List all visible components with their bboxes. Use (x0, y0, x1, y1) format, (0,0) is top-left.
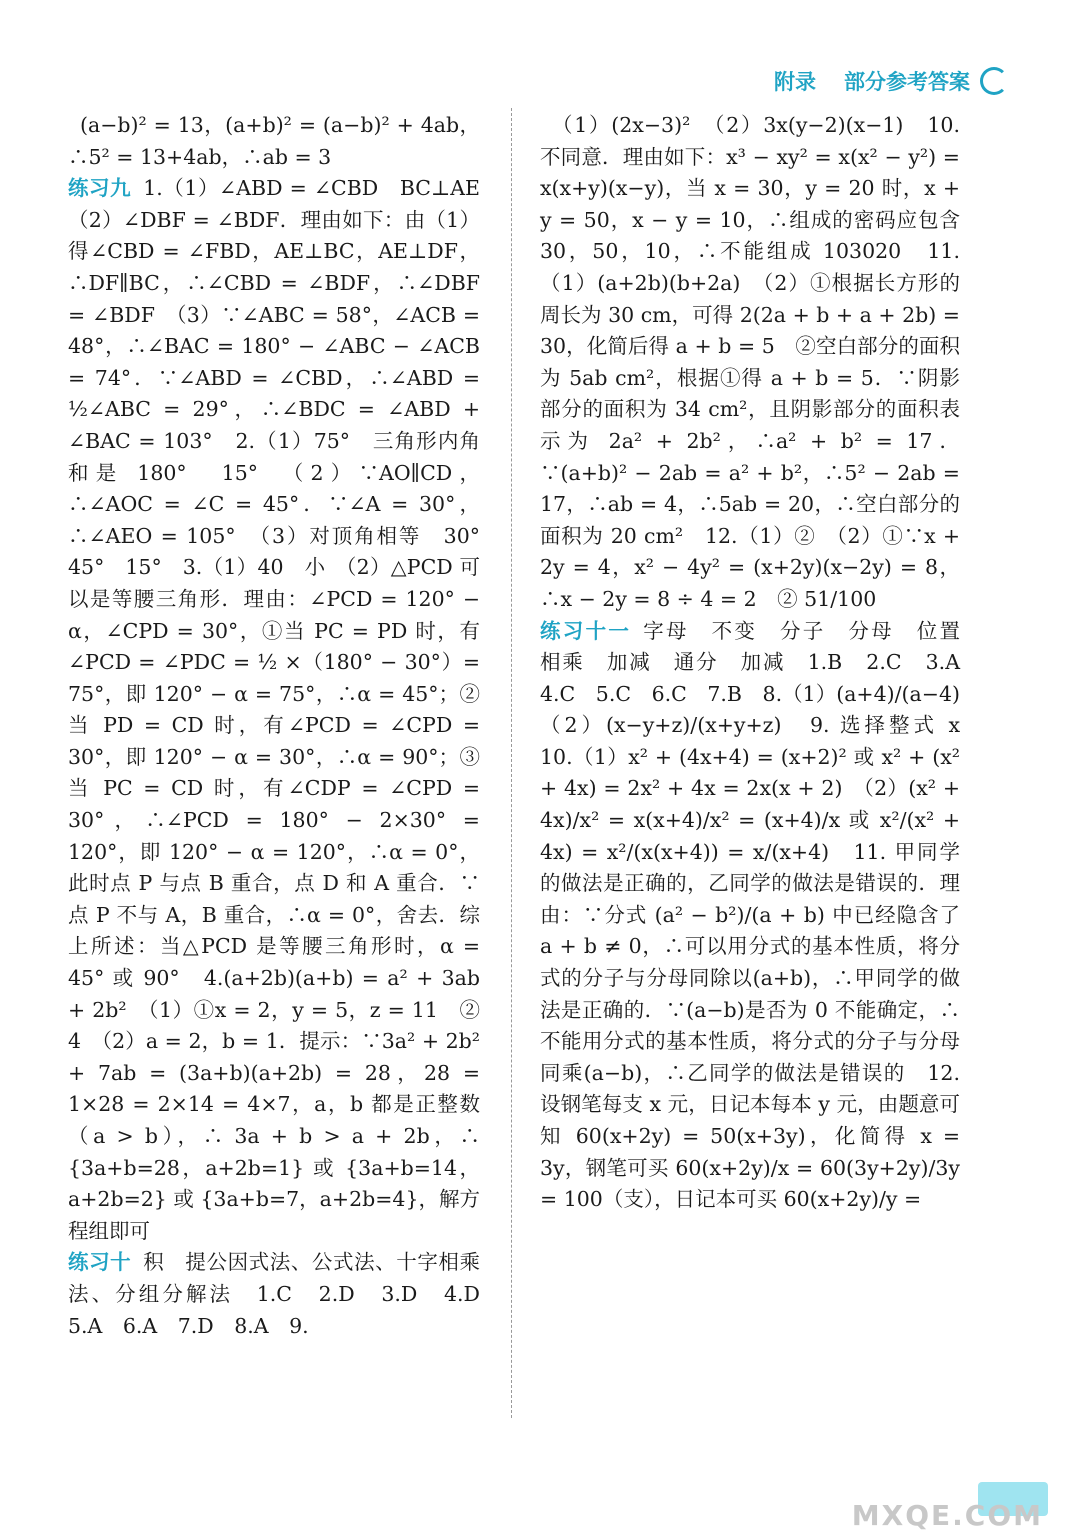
answer-text: (a−b)² = 13，(a+b)² = (a−b)² + 4ab，∴5² = 13+4ab，∴ab = 3 (68, 113, 480, 169)
section-label: 练习九 (68, 176, 132, 201)
right-column (540, 110, 981, 1216)
answer-text: 字母 不变 分子 分母 位置 相乘 加减 通分 加减 1.B 2.C 3.A 4.C 5.C 6.C 7.B 8.（1）(a+4)/(a−4) （2）(x−y+z)/(x+y+z) 9. 选择整式 x 10.（1）x² + (4x+4) = (x+2)² 或 x² + (x² + 4x) = 2x² + 4x = 2x(x + 2) （2）(x² + 4x)/x² = x(x+4)/x² = (x+4)/x 或 x²/(x² + 4x) = x²/(x(x+4)) = x/(x+4) 11. 甲同学的做法是正确的，乙同学的做法是错误的．理由：∵分式 (a² − b²)/(a + b) 中已经隐含了 a + b ≠ 0，∴可以用分式的基本性质，将分式的分子与分母同除以(a+b)，∴甲同学的做法是正确的．∵(a−b)是否为 0 不能确定，∴不能用分式的基本性质，将分式的分子与分母同乘(a−b)，∴乙同学的做法是错误的 12. 设钢笔每支 x 元，日记本每本 y 元，由题意可知 60(x+2y) = 50(x+3y)，化简得 x = 3y，钢笔可买 60(x+2y)/x = 60(3y+2y)/3y = 100（支），日记本可买 60(x+2y)/y = (540, 618, 981, 1212)
decorative-arc-icon (980, 67, 1008, 95)
column-divider (511, 108, 512, 1418)
answer-block (68, 110, 480, 173)
appendix-label: 附录 (774, 70, 816, 94)
answer-block (68, 1247, 501, 1342)
answer-text: （1）(2x−3)² （2）3x(y−2)(x−1) 10. 不同意．理由如下：x³ − xy² = x(x² − y²) = x(x+y)(x−y)，当 x = 30，y = 20 时，x + y = 50，x − y = 10，∴组成的密码应包含 30，50，10，∴不能组成 103020 11.（1）(a+2b)(b+2a) （2）①根据长方形的周长为 30 cm，可得 2(2a + b + a + 2b) = 30，化简后得 a + b = 5 ②空白部分的面积为 5ab cm²，根据①得 a + b = 5．∵阴影部分的面积为 34 cm²，且阴影部分的面积表示为 2a² + 2b²，∴a² + b² = 17．∵(a+b)² − 2ab = a² + b²，∴5² − 2ab = 17，∴ab = 4，∴5ab = 20，∴空白部分的面积为 20 cm² 12.（1）② （2）①∵x + 2y = 4，x² − 4y² = (x+2y)(x−2y) = 8，∴x − 2y = 8 ÷ 4 = 2 ② 51/100 (540, 113, 960, 611)
answer-text: 1.（1）∠ABD = ∠CBD BC⊥AE （2）∠DBF = ∠BDF．理由如下：由（1）得∠CBD = ∠FBD，AE⊥BC，AE⊥DF，∴DF∥BC，∴∠CBD = ∠BDF，∴∠DBF = ∠BDF （3）∵∠ABC = 58°，∠ACB = 48°，∴∠BAC = 180° − ∠ABC − ∠ACB = 74°．∵∠ABD = ∠CBD，∴∠ABD = ½∠ABC = 29°，∴∠BDC = ∠ABD + ∠BAC = 103° 2.（1）75° 三角形内角和是 180° 15° （2）∵AO∥CD，∴∠AOC = ∠C = 45°．∵∠A = 30°，∴∠AEO = 105° （3）对顶角相等 30° 45° 15° 3.（1）40 小 （2）△PCD 可以是等腰三角形．理由：∠PCD = 120° − α，∠CPD = 30°，①当 PC = PD 时，有∠PCD = ∠PDC = ½ ×（180° − 30°）= 75°，即 120° − α = 75°，∴α = 45°；②当 PD = CD 时，有∠PCD = ∠CPD = 30°，即 120° − α = 30°，∴α = 90°；③当 PC = CD 时，有∠CDP = ∠CPD = 30°，∴∠PCD = 180° − 2×30° = 120°，即 120° − α = 120°，∴α = 0°，此时点 P 与点 B 重合，点 D 和 A 重合．∵点 P 不与 A，B 重合，∴α = 0°，舍去．综上所述：当△PCD 是等腰三角形时，α = 45° 或 90° 4.(a+2b)(a+b) = a² + 3ab + 2b² （1）①x = 2，y = 5，z = 11 ② 4 （2）a = 2，b = 1．提示：∵3a² + 2b² + 7ab = (3a+b)(a+2b) = 28，28 = 1×28 = 2×14 = 4×7，a，b 都是正整数（a > b），∴ 3a + b > a + 2b，∴ {3a+b=28，a+2b=1} 或 {3a+b=14，a+2b=2} 或 {3a+b=7，a+2b=4}，解方程组即可 (68, 176, 501, 1243)
answer-block (68, 173, 501, 1247)
answer-block (540, 110, 960, 616)
section-label: 练习十一 (540, 618, 632, 643)
header-title: 部分参考答案 (844, 70, 970, 94)
section-label: 练习十 (68, 1250, 132, 1275)
left-column (68, 110, 501, 1342)
answer-text: 积 提公因式法、公式法、十字相乘法、分组分解法 1.C 2.D 3.D 4.D 5.A 6.A 7.D 8.A 9. (68, 1250, 501, 1338)
page-header (774, 66, 1008, 96)
answer-block (540, 616, 981, 1216)
watermark: MXQE.COM (851, 1499, 1043, 1532)
